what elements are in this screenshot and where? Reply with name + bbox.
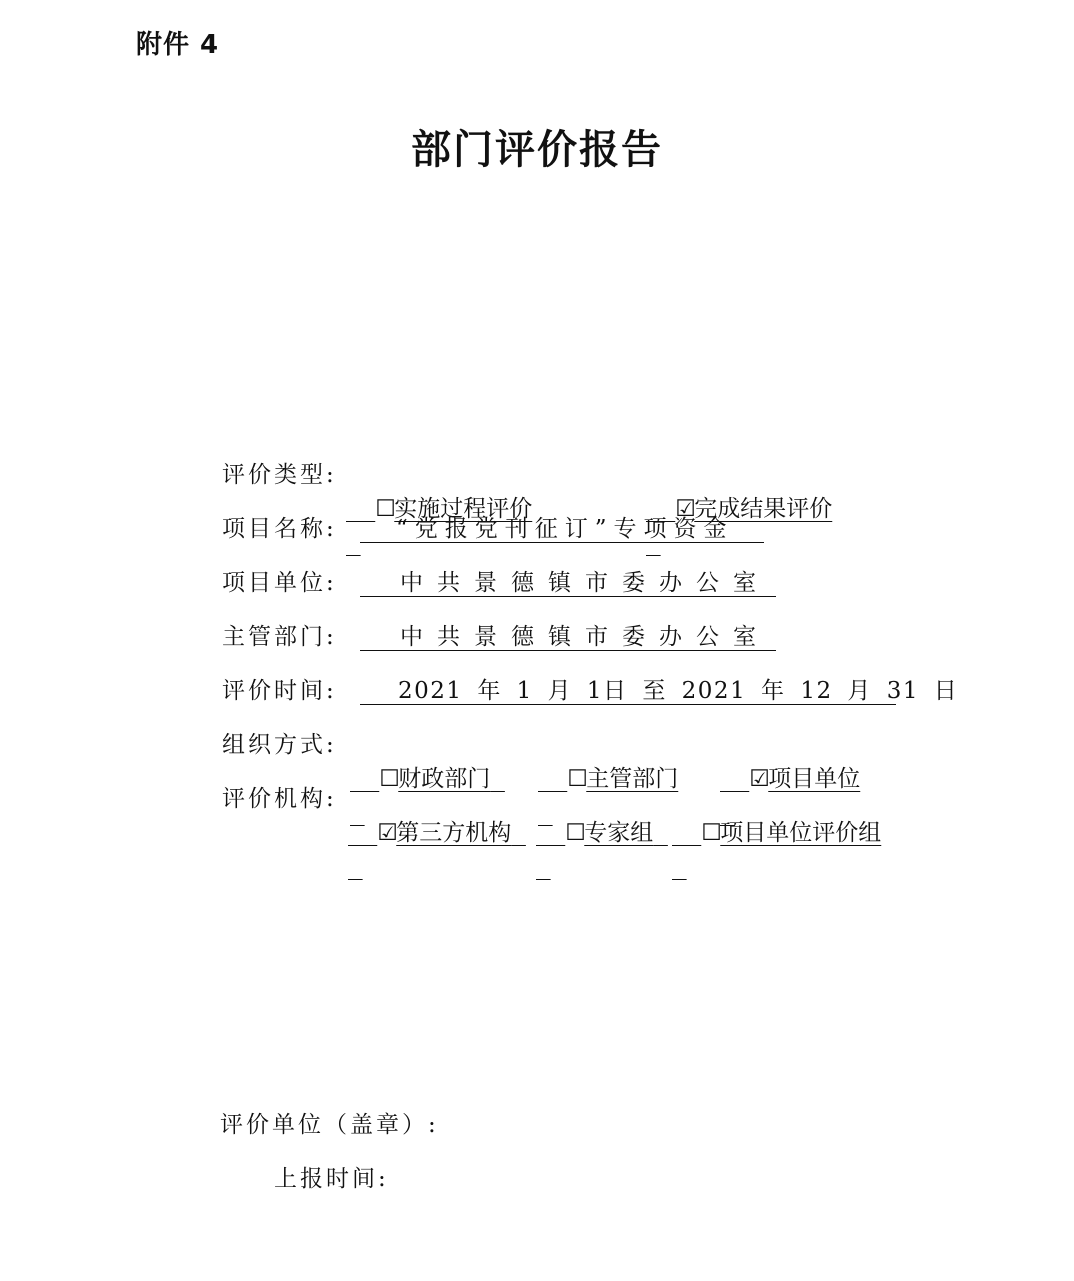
option-label: 项目单位评价组: [720, 820, 882, 846]
project-unit-value: 中共景德镇市委办公室: [400, 570, 770, 596]
option-project-unit-group[interactable]: [672, 782, 881, 884]
page-title: 部门评价报告: [411, 127, 663, 173]
unchecked-box-icon[interactable]: ☐: [701, 820, 722, 846]
option-label: 完成结果评价: [694, 496, 833, 522]
unchecked-box-icon[interactable]: ☐: [565, 820, 586, 846]
unchecked-box-icon[interactable]: ☐: [379, 766, 400, 792]
project-name-field: [360, 512, 764, 543]
project-unit-label: 项目单位:: [222, 570, 337, 596]
eval-agency-label: 评价机构:: [222, 786, 337, 812]
eval-time-value: 2021 年 1 月 1日 至 2021 年 12 月 31 日: [398, 678, 959, 704]
unchecked-box-icon[interactable]: ☐: [375, 496, 396, 522]
option-label: 第三方机构: [396, 820, 512, 846]
project-name-label: 项目名称:: [222, 516, 337, 542]
attachment-label: 附件 4: [136, 30, 220, 60]
report-time-label: 上报时间:: [274, 1166, 389, 1192]
supervising-dept-label: 主管部门:: [222, 624, 337, 650]
organization-label: 组织方式:: [222, 732, 337, 758]
supervising-dept-field: [360, 620, 776, 651]
option-label: 实施过程评价: [394, 496, 533, 522]
option-expert-group[interactable]: [536, 782, 668, 884]
eval-type-label: 评价类型:: [222, 462, 337, 488]
checked-box-icon[interactable]: ☑: [675, 496, 696, 522]
eval-time-field: [360, 674, 959, 705]
checked-box-icon[interactable]: ☑: [749, 766, 770, 792]
supervising-dept-value: 中共景德镇市委办公室: [400, 624, 770, 650]
unchecked-box-icon[interactable]: ☐: [567, 766, 588, 792]
option-label: 财政部门: [398, 766, 491, 792]
option-third-party[interactable]: [348, 782, 526, 884]
project-unit-field: [360, 566, 776, 597]
project-name-value: “党报党刊征订”专项资金: [396, 516, 734, 542]
checked-box-icon[interactable]: ☑: [377, 820, 398, 846]
option-label: 专家组: [584, 820, 654, 846]
eval-unit-seal-label: 评价单位（盖章）:: [220, 1112, 439, 1138]
option-label: 主管部门: [586, 766, 679, 792]
eval-time-label: 评价时间:: [222, 678, 337, 704]
option-label: 项目单位: [768, 766, 861, 792]
